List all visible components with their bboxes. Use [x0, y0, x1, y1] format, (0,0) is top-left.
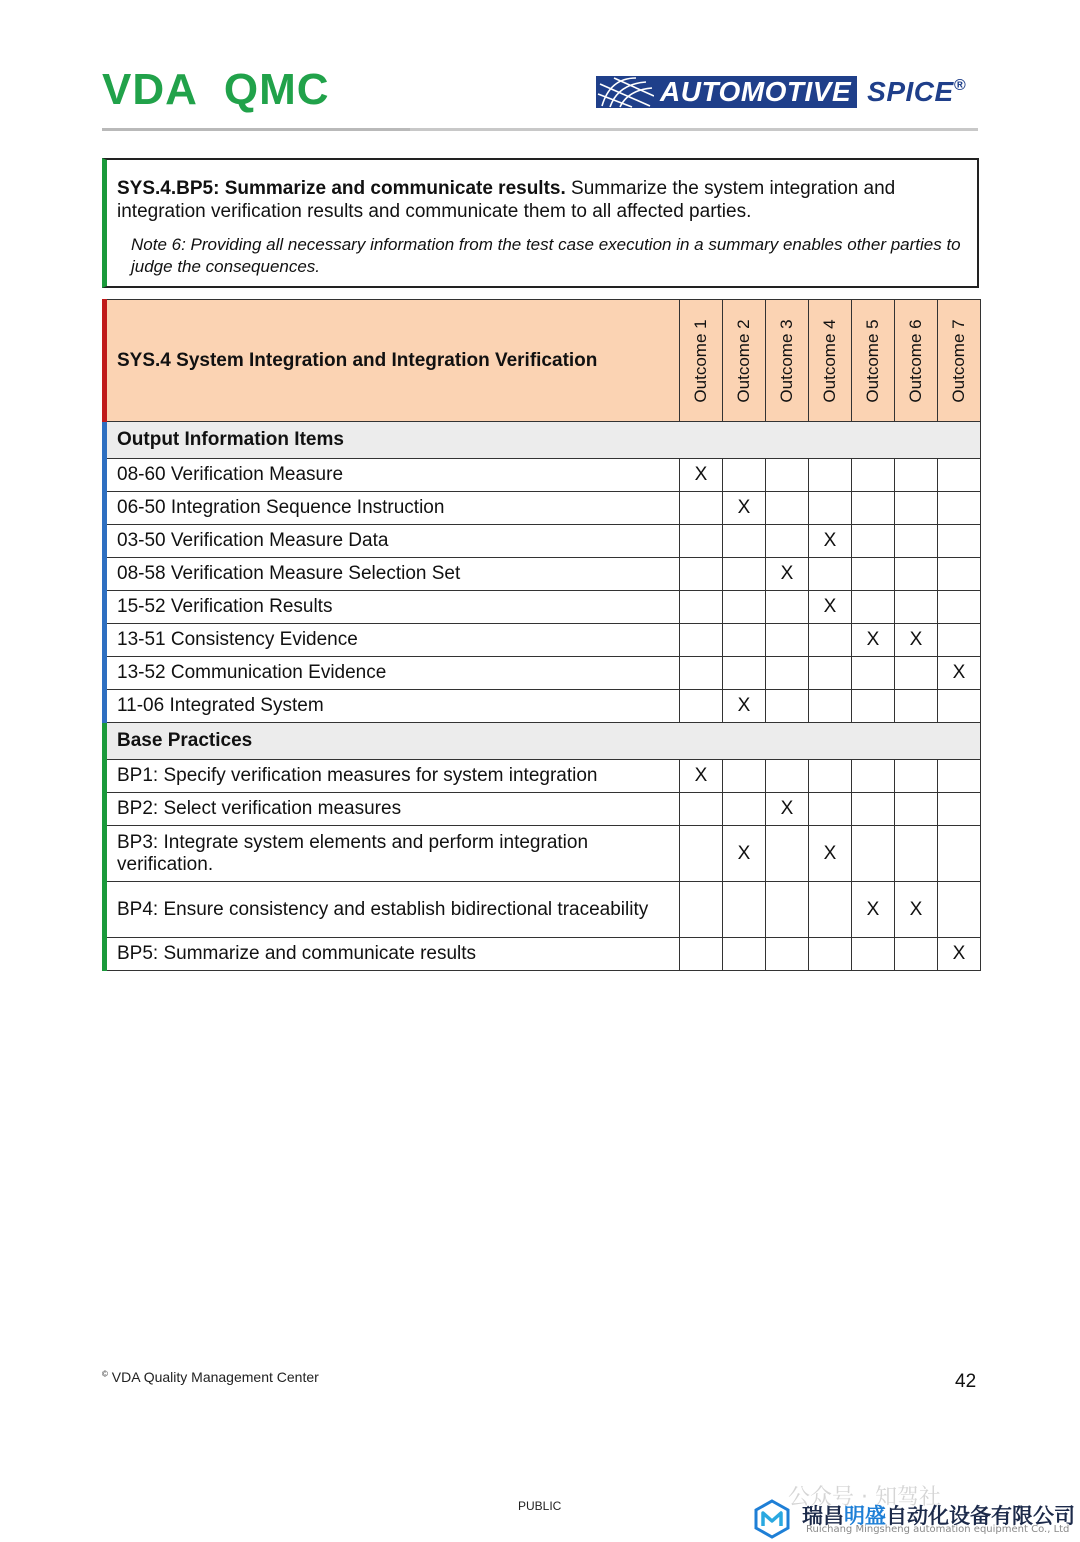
row-label: BP1: Specify verification measures for system integration — [105, 760, 680, 793]
outcome-mark — [680, 492, 723, 525]
outcome-mark — [895, 826, 938, 882]
outcome-mark — [938, 624, 981, 657]
base-practice-box — [102, 158, 979, 288]
outcome-mark — [766, 525, 809, 558]
qmc-logo-text: QMC — [223, 65, 330, 114]
header-divider — [102, 128, 978, 131]
outcome-mark — [895, 793, 938, 826]
outcome-mark — [852, 793, 895, 826]
outcome-mark — [809, 492, 852, 525]
table-row — [105, 459, 981, 492]
outcome-mark — [723, 558, 766, 591]
outcome-mark — [723, 624, 766, 657]
outcome-header-label: Outcome 5 — [863, 318, 882, 403]
spice-logo-bar: AUTOMOTIVE — [654, 76, 857, 108]
table-row — [105, 793, 981, 826]
outcome-mark — [723, 882, 766, 938]
outcome-mark: X — [809, 826, 852, 882]
outcome-mark: X — [938, 657, 981, 690]
table-row — [105, 760, 981, 793]
outcome-mark: X — [766, 793, 809, 826]
registered-mark: ® — [953, 77, 966, 94]
outcome-mark — [680, 591, 723, 624]
spice-word-text: SPICE — [867, 76, 954, 107]
outcome-mark — [852, 492, 895, 525]
outcome-mark — [680, 525, 723, 558]
row-label: 13-52 Communication Evidence — [105, 657, 680, 690]
row-label: BP3: Integrate system elements and perform integration verification. — [105, 826, 680, 882]
vda-logo-text: VDA — [102, 65, 198, 114]
outcome-mark — [766, 591, 809, 624]
row-label: BP4: Ensure consistency and establish bidirectional traceability — [105, 882, 680, 938]
table-row — [105, 690, 981, 723]
outcome-mark — [809, 690, 852, 723]
automotive-spice-logo — [596, 76, 978, 108]
outcome-mark — [723, 525, 766, 558]
outcome-mark: X — [809, 525, 852, 558]
outcome-mark — [895, 657, 938, 690]
outcome-header — [938, 300, 981, 422]
outcome-header — [852, 300, 895, 422]
base-practice-text — [117, 177, 957, 223]
outcome-mark — [852, 938, 895, 971]
outcome-mark — [766, 760, 809, 793]
outcome-mark — [766, 624, 809, 657]
outcome-mark — [809, 558, 852, 591]
outcome-mark — [680, 624, 723, 657]
row-label: 08-60 Verification Measure — [105, 459, 680, 492]
outcome-mark: X — [938, 938, 981, 971]
outcome-mark — [723, 938, 766, 971]
outcome-mark — [852, 558, 895, 591]
outcome-mark — [852, 525, 895, 558]
watermark-faint-text: 公众号 · 知驾社 — [788, 1485, 941, 1510]
row-label: BP2: Select verification measures — [105, 793, 680, 826]
row-label: 03-50 Verification Measure Data — [105, 525, 680, 558]
outcome-mark — [895, 591, 938, 624]
outcome-mark: X — [852, 624, 895, 657]
table-row — [105, 492, 981, 525]
outcome-mark — [680, 793, 723, 826]
outcome-mark — [938, 591, 981, 624]
row-label: 11-06 Integrated System — [105, 690, 680, 723]
outcome-mark — [938, 826, 981, 882]
outcome-mark — [723, 657, 766, 690]
table-row — [105, 657, 981, 690]
outcome-mark — [938, 492, 981, 525]
row-label: 15-52 Verification Results — [105, 591, 680, 624]
outcome-mark — [766, 882, 809, 938]
outcome-header — [723, 300, 766, 422]
outcome-mark — [809, 882, 852, 938]
outcome-mark: X — [723, 492, 766, 525]
outcome-mark: X — [723, 826, 766, 882]
outcome-mark — [852, 826, 895, 882]
outcome-mark — [723, 591, 766, 624]
outcome-header-label: Outcome 4 — [820, 318, 839, 403]
outcome-mark — [809, 938, 852, 971]
classification-label: PUBLIC — [518, 1499, 562, 1513]
outcome-mark — [938, 690, 981, 723]
outcome-mark — [766, 938, 809, 971]
table-row — [105, 938, 981, 971]
outcome-mark: X — [766, 558, 809, 591]
page-number: 42 — [955, 1371, 977, 1392]
outcome-mark — [852, 657, 895, 690]
outcome-header-label: Outcome 1 — [691, 318, 710, 403]
outcome-mark — [938, 459, 981, 492]
base-practice-note: Note 6: Providing all necessary information from the test case execution in a summary enables other parties to judge the consequences. — [131, 235, 961, 276]
outcome-header-label: Outcome 2 — [734, 318, 753, 403]
copyright-symbol: © — [102, 1369, 108, 1379]
process-title: SYS.4 System Integration and Integration Verification — [105, 300, 680, 422]
table-row — [105, 882, 981, 938]
outcome-mark — [809, 657, 852, 690]
spice-logo-word — [867, 76, 966, 108]
copyright-text: VDA Quality Management Center — [107, 1369, 319, 1385]
outcome-mark — [852, 591, 895, 624]
section-row — [105, 422, 981, 459]
base-practice-title: SYS.4.BP5: Summarize and communicate results. — [117, 178, 566, 199]
outcome-mark — [938, 793, 981, 826]
table-row — [105, 826, 981, 882]
outcome-mark — [895, 492, 938, 525]
outcome-mark — [809, 760, 852, 793]
outcome-mark — [766, 492, 809, 525]
outcome-mark — [680, 882, 723, 938]
row-label: 06-50 Integration Sequence Instruction — [105, 492, 680, 525]
outcome-mark — [723, 459, 766, 492]
outcome-mark — [895, 558, 938, 591]
outcome-mark — [723, 760, 766, 793]
outcome-mark — [723, 793, 766, 826]
row-label: 13-51 Consistency Evidence — [105, 624, 680, 657]
outcome-mark — [766, 657, 809, 690]
outcome-mark — [680, 558, 723, 591]
outcome-mark — [766, 826, 809, 882]
outcome-mark — [895, 525, 938, 558]
outcome-mark — [852, 459, 895, 492]
watermark-company-cn-b: 明盛 — [844, 1504, 886, 1528]
outcome-header — [766, 300, 809, 422]
outcome-header — [680, 300, 723, 422]
outcome-mark — [852, 760, 895, 793]
outcome-mark: X — [895, 624, 938, 657]
watermark-company-cn-c: 自动化设备有限公司 — [886, 1504, 1075, 1528]
outcome-mark — [895, 760, 938, 793]
outcome-header-label: Outcome 3 — [777, 318, 796, 403]
outcome-mark: X — [680, 459, 723, 492]
outcome-header-label: Outcome 6 — [906, 318, 925, 403]
outcome-header — [895, 300, 938, 422]
outcome-mark — [895, 938, 938, 971]
row-label: BP5: Summarize and communicate results — [105, 938, 680, 971]
outcome-mark: X — [723, 690, 766, 723]
outcome-mark — [938, 558, 981, 591]
vda-qmc-logo — [102, 65, 330, 114]
table-row — [105, 591, 981, 624]
outcome-header-label: Outcome 7 — [949, 318, 968, 403]
outcome-mark — [938, 525, 981, 558]
outcome-mark — [680, 690, 723, 723]
base-practice-description: Summarize the system integration and integration verification results and communicate them to all affected parties. — [117, 178, 896, 222]
outcome-mark — [938, 882, 981, 938]
outcome-mark — [809, 793, 852, 826]
section-row — [105, 723, 981, 760]
watermark-company-cn-a: 瑞昌 — [802, 1504, 844, 1528]
table-row — [105, 558, 981, 591]
section-heading-base-practices: Base Practices — [105, 723, 981, 760]
traceability-matrix — [102, 299, 981, 971]
outcome-mark — [895, 690, 938, 723]
outcome-mark — [680, 938, 723, 971]
outcome-mark — [809, 624, 852, 657]
globe-grid-icon — [596, 76, 654, 108]
outcome-mark — [680, 826, 723, 882]
section-heading-output-items: Output Information Items — [105, 422, 981, 459]
outcome-mark — [938, 760, 981, 793]
outcome-mark: X — [680, 760, 723, 793]
outcome-mark: X — [895, 882, 938, 938]
header-divider-segment — [102, 128, 410, 131]
table-row — [105, 525, 981, 558]
outcome-mark — [852, 690, 895, 723]
outcome-mark — [809, 459, 852, 492]
outcome-mark — [766, 459, 809, 492]
outcome-mark — [895, 459, 938, 492]
outcome-mark — [680, 657, 723, 690]
row-label: 08-58 Verification Measure Selection Set — [105, 558, 680, 591]
outcome-header — [809, 300, 852, 422]
company-hexagon-logo-icon — [752, 1499, 792, 1539]
table-header-row — [105, 300, 981, 422]
outcome-mark: X — [809, 591, 852, 624]
table-row — [105, 624, 981, 657]
outcome-mark — [766, 690, 809, 723]
copyright-notice — [102, 1369, 319, 1385]
watermark-company-en: Ruichang Mingsheng automation equipment Co., Ltd — [806, 1524, 1070, 1535]
outcome-mark: X — [852, 882, 895, 938]
